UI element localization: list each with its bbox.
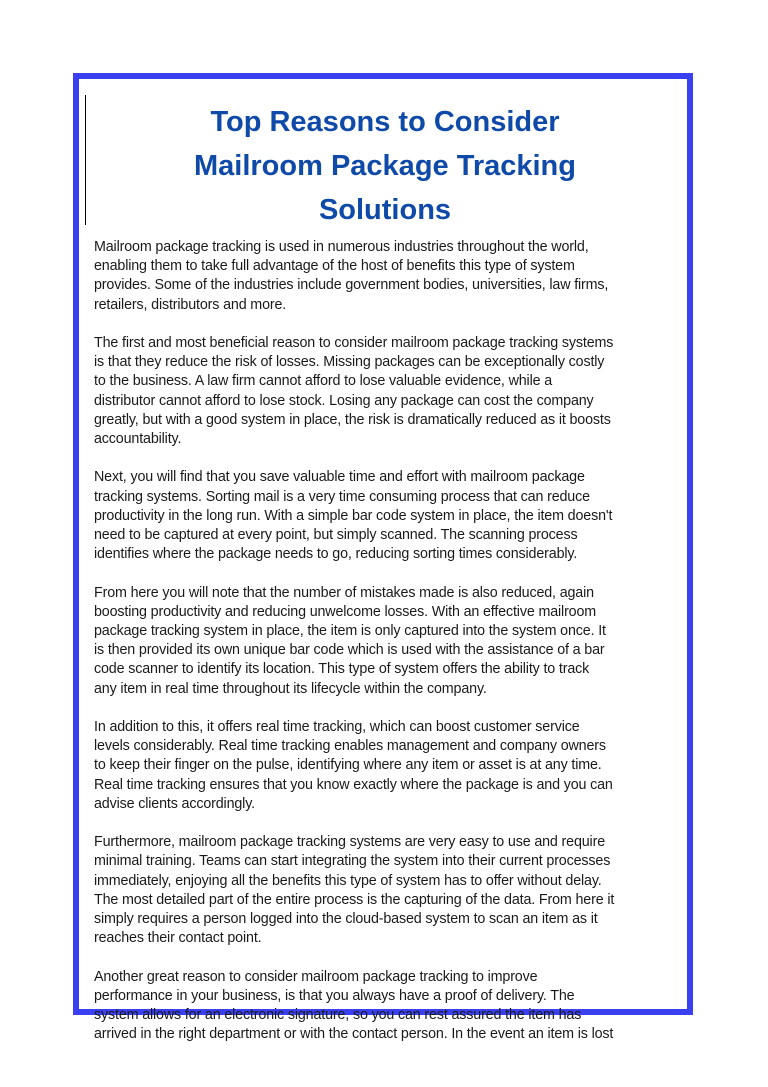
text-line: immediately, enjoying all the benefits this type of system has to offer without delay. [94,872,602,889]
text-line: is then provided its own unique bar code which is used with the assistance of a bar [94,642,605,659]
title-line: Mailroom Package Tracking [194,150,576,182]
paragraph-fewer-mistakes [94,584,684,699]
text-line: provides. Some of the industries include government bodies, universities, law firms, [94,277,609,294]
paragraph-proof-of-delivery [94,968,684,1045]
text-line: distributor cannot afford to lose stock. Losing any package can cost the company [94,392,594,409]
text-line: to keep their finger on the pulse, identifying where any item or asset is at any time. [94,757,602,774]
text-line: tracking systems. Sorting mail is a very time consuming process that can reduce [94,488,590,505]
text-line: levels considerably. Real time tracking enables management and company owners [94,738,606,755]
document-body [94,238,684,1064]
text-line: Furthermore, mailroom package tracking systems are very easy to use and require [94,834,605,851]
text-line: boosting productivity and reducing unwelcome losses. With an effective mailroom [94,603,597,620]
paragraph-real-time-tracking [94,718,684,814]
text-line: performance in your business, is that you always have a proof of delivery. The [94,987,575,1004]
text-line: accountability. [94,431,182,448]
text-line: simply requires a person logged into the cloud-based system to scan an item as it [94,911,598,928]
title-line: Solutions [318,194,452,226]
text-line: The first and most beneficial reason to consider mailroom package tracking systems [94,335,614,351]
text-line: Real time tracking ensures that you know exactly where the package is and you can [94,776,613,793]
text-line: is that they reduce the risk of losses. Missing packages can be exceptionally costly [94,354,605,371]
text-line: Another great reason to consider mailroom package tracking to improve [94,968,538,985]
text-line: enabling them to take full advantage of the host of benefits this type of system [94,258,575,275]
text-line: From here you will note that the number of mistakes made is also reduced, again [94,584,594,601]
text-line: greatly, but with a good system in place, the risk is dramatically reduced as it boosts [94,411,611,428]
text-line: minimal training. Teams can start integrating the system into their current processes [94,853,611,870]
text-line: identifies where the package needs to go, reducing sorting times considerably. [94,546,578,563]
text-line: In addition to this, it offers real time tracking, which can boost customer service [94,719,580,736]
text-line: reaches their contact point. [94,930,262,947]
text-line: to the business. A law firm cannot afford to lose valuable evidence, while a [94,373,553,390]
paragraph-easy-to-use [94,833,684,948]
text-line: The most detailed part of the entire process is the capturing of the data. From here it [94,891,615,908]
text-line: any item in real time throughout its lifecycle within the company. [94,680,487,697]
paragraph-reduce-losses [94,334,684,449]
text-line: code scanner to identify its location. This type of system offers the ability to track [94,661,590,678]
text-line: arrived in the right department or with the contact person. In the event an item is lost [94,1026,614,1043]
text-line: Next, you will find that you save valuable time and effort with mailroom package [94,469,585,486]
text-line: need to be captured at every point, but simply scanned. The scanning process [94,527,578,544]
margin-rule-line [85,95,86,225]
document-title [90,100,680,232]
paragraph-save-time [94,468,684,564]
paragraph-intro [94,238,684,315]
text-line: package tracking system in place, the item is only captured into the system once. It [94,623,606,640]
text-line: advise clients accordingly. [94,795,255,812]
text-line: Mailroom package tracking is used in numerous industries throughout the world, [94,239,589,255]
text-line: productivity in the long run. With a simple bar code system in place, the item doesn't [94,507,613,524]
text-line: system allows for an electronic signature, so you can rest assured the item has [94,1007,582,1024]
text-line: retailers, distributors and more. [94,296,287,313]
title-line: Top Reasons to Consider [210,106,560,138]
